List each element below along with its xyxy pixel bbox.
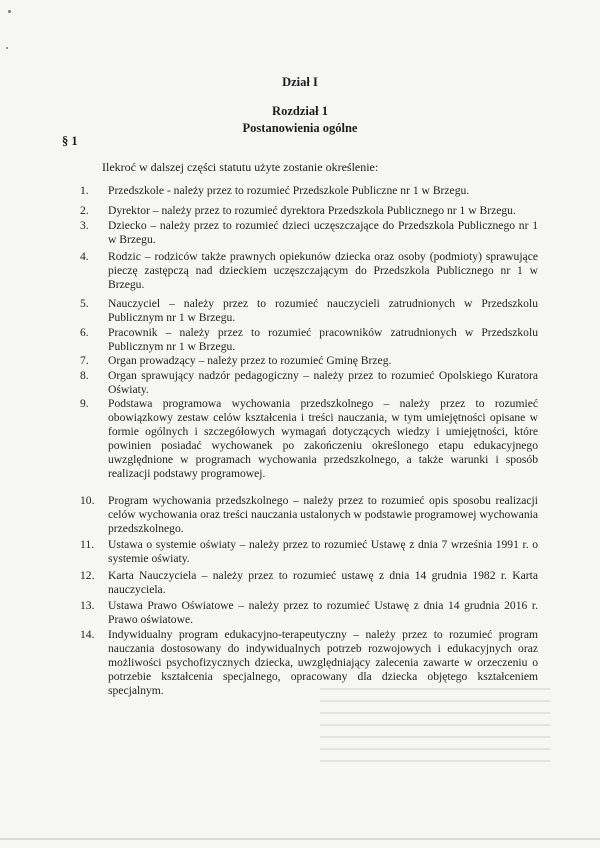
item-text: Przedszkole - należy przez to rozumieć Przedszkole Publiczne nr 1 w Brzegu. [108,184,470,197]
item-text: Nauczyciel – należy przez to rozumieć nauczycieli zatrudnionych w Przedszkolu Publicznym nr 1 w Brzegu. [108,297,538,324]
item-text: Rodzic – rodziców także prawnych opiekunów dziecka oraz osoby (podmioty) sprawujące pieczę zastępczą nad dzieckiem uczęszczającym do Przedszkola Publicznego nr 1 w Brzegu. [108,250,538,291]
item-text: Organ sprawujący nadzór pedagogiczny – należy przez to rozumieć Opolskiego Kuratora Oświaty. [108,369,538,396]
item-number: 11. [80,538,95,551]
item-text: Ustawa Prawo Oświatowe – należy przez to rozumieć Ustawę z dnia 14 grudnia 2016 r. Prawo oświatowe. [108,599,538,626]
item-text: Indywidualny program edukacyjno-terapeutyczny – należy przez to rozumieć program nauczania dostosowany do indywidualnych potrzeb rozwojowych i edukacyjnych oraz możliwości psychofizycznych dziecka, uwzględniający zalecenia zawarte w orzeczeniu o potrzebie kształcenia specjalnego, opracowany dla dziecka objętego kształceniem specjalnym. [108,628,538,697]
section-symbol: § 1 [62,134,78,148]
item-number: 2. [80,204,89,217]
scan-speck [8,10,11,13]
item-text: Organ prowadzący – należy przez to rozumieć Gminę Brzeg. [108,354,392,367]
item-number: 13. [80,599,95,612]
item-number: 3. [80,219,89,232]
chapter-heading: Rozdział 1 [272,104,328,118]
scan-speck [6,47,8,49]
item-number: 4. [80,250,89,263]
item-number: 6. [80,326,89,339]
item-text: Dziecko – należy przez to rozumieć dzieci uczęszczające do Przedszkola Publicznego nr 1 w Brzegu. [108,219,538,246]
item-number: 9. [80,397,89,410]
item-number: 8. [80,369,89,382]
part-heading: Dział I [282,75,318,89]
intro-paragraph: Ilekroć w dalszej części statutu użyte zostanie określenie: [102,160,379,174]
item-text: Karta Nauczyciela – należy przez to rozumieć ustawę z dnia 14 grudnia 1982 r. Karta nauczyciela. [108,569,538,596]
bleed-through [320,688,550,768]
item-number: 14. [80,628,95,641]
item-number: 12. [80,569,95,582]
item-text: Ustawa o systemie oświaty – należy przez to rozumieć Ustawę z dnia 7 września 1991 r. o systemie oświaty. [108,538,538,565]
item-number: 7. [80,354,89,367]
item-text: Pracownik – należy przez to rozumieć pracowników zatrudnionych w Przedszkolu Publicznym nr 1 w Brzegu. [108,326,538,353]
item-text: Podstawa programowa wychowania przedszkolnego – należy przez to rozumieć obowiązkowy zestaw celów kształcenia i treści nauczania, w tym umiejętności opisane w formie ogólnych i szczegółowych wymagań dotyczących wiedzy i umiejętności, które powinien posiadać wychowanek po zakończeniu określonego etapu edukacyjnego uwzględnione w programach wychowania przedszkolnego, a także warunki i sposób realizacji podstawy programowej. [108,397,538,480]
scan-edge [0,838,600,840]
item-text: Dyrektor – należy przez to rozumieć dyrektora Przedszkola Publicznego nr 1 w Brzegu. [108,204,516,217]
item-text: Program wychowania przedszkolnego – należy przez to rozumieć opis sposobu realizacji celów wychowania oraz treści nauczania ustalonych w podstawie programowej wychowania przedszkolnego. [108,494,538,535]
item-number: 10. [80,494,95,507]
chapter-title: Postanowienia ogólne [242,121,358,135]
item-number: 1. [80,184,89,197]
item-number: 5. [80,297,89,310]
